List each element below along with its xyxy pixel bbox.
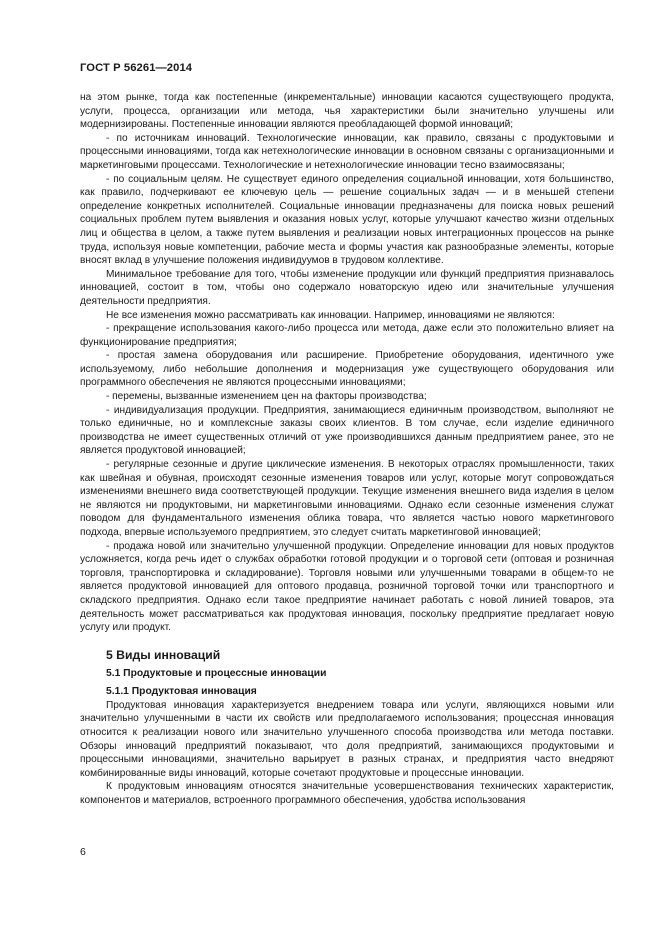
paragraph: на этом рынке, тогда как постепенные (инкрементальные) инновации касаются существующего продукта, услуги, процесса, организации или метода, чья характеристики были значительно улучшены или модернизированы. Постепенные инновации являются преобладающей формой инноваций; — [80, 92, 614, 131]
paragraph: - регулярные сезонные и другие циклические изменения. В некоторых отраслях промышленности, таких как швейная и обувная, происходят сезонные изменения товаров или услуг, которые могут сопровождаться изменениями внешнего вида соответствующей продукции. Текущие изменения внешнего вида изделия в целом не являются ни продуктовыми, ни маркетинговыми инновациями. Однако если сезонные изменения служат поводом для фундаментального изменения облика товара, что является частью нового маркетингового подхода, впервые используемого предприятием, это следует считать маркетинговой инновацией; — [80, 459, 614, 538]
paragraph: - продажа новой или значительно улучшенной продукции. Определение инновации для новых продуктов усложняется, когда речь идет о службах обработки готовой продукции и о торговой сети (оптовая и розничная торговля, транспортировка и складирование). Торговля новыми или улучшенными товарами в общем-то не является продуктовой инновацией для оптового продавца, розничной торговой точки или транспортного и складского предприятия. Однако если такое предприятие начинает работать с новой линией товаров, эта деятельность может рассматриваться как продуктовая инновация, поскольку предприятие предлагает новую услугу или продукт. — [80, 540, 614, 634]
paragraph: Не все изменения можно рассматривать как инновации. Например, инновациями не являются: — [106, 309, 555, 321]
subsubsection-heading: 5.1.1 Продуктовая инновация — [106, 685, 257, 697]
paragraph: - перемены, вызванные изменением цен на факторы производства; — [106, 391, 427, 403]
subsection-heading: 5.1 Продуктовые и процессные инновации — [106, 667, 327, 679]
paragraph: Минимальное требование для того, чтобы изменение продукции или функций предприятия признавалось инновацией, состоит в том, чтобы оно содержало новаторскую идею или значительные улучшения деятельности предприятия. — [80, 268, 614, 307]
paragraph: - по социальным целям. Не существует единого определения социальной инновации, хотя большинство, как правило, подчеркивают ее ключевую цель — решение социальных задач — и в меньшей степени определение конкретных исполнителей. Социальные инновации предназначены для поиска новых решений социальных проблем путем выявления и оказания новых услуг, которые улучшают качество жизни отдельных лиц и общества в целом, а также путем выявления и реализации новых интеграционных процессов на рынке труда, используя новые компетенции, рабочие места и формы участия как разнообразные элементы, которые вносят вклад в улучшение положения индивидуумов в трудовом коллективе. — [80, 173, 614, 267]
paragraph: - прекращение использования какого-либо процесса или метода, даже если это положительно влияет на функционирование предприятия; — [80, 323, 614, 348]
page-number: 6 — [80, 846, 86, 858]
paragraph: К продуктовым инновациям относятся значительные усовершенствования технических характеристик, компонентов и материалов, встроенного программного обеспечения, удобства использования — [80, 781, 614, 806]
paragraph: - по источникам инноваций. Технологические инновации, как правило, связаны с продуктовыми и процессными инновациями, тогда как нетехнологические инновации в основном связаны с организационными и маркетинговыми процессами. Технологические и нетехнологические инновации тесно взаимосвязаны; — [80, 132, 614, 171]
document-code-header: ГОСТ Р 56261—2014 — [80, 62, 193, 74]
paragraph: - индивидуализация продукции. Предприятия, занимающиеся единичным производством, выполняют не только единичные, но и комплексные заказы своих клиентов. В том случае, если изделие единичного производства не имеет существенных отличий от уже производившихся данным предприятием ранее, это не является продуктовой инновацией; — [80, 404, 614, 457]
paragraph: Продуктовая инновация характеризуется внедрением товара или услуги, являющихся новыми или значительно улучшенными в части их свойств или предполагаемого использования; процессная инновация относится к реализации нового или значительно улучшенного способа производства или метода поставки. Обзоры инноваций предприятий показывают, что доля предприятий, занимающихся продуктовыми и процессными инновациями, значительно варьирует в разных странах, и предприятия часто внедряют комбинированные виды инноваций, которые сочетают продуктовые и процессные инновации. — [80, 699, 614, 779]
document-body — [80, 91, 614, 808]
section-heading: 5 Виды инноваций — [106, 647, 221, 662]
paragraph: - простая замена оборудования или расширение. Приобретение оборудования, идентичного уже используемому, либо небольшие дополнения и модернизация уже существующего оборудования или программного обеспечения не являются процессными инновациями; — [80, 350, 614, 389]
